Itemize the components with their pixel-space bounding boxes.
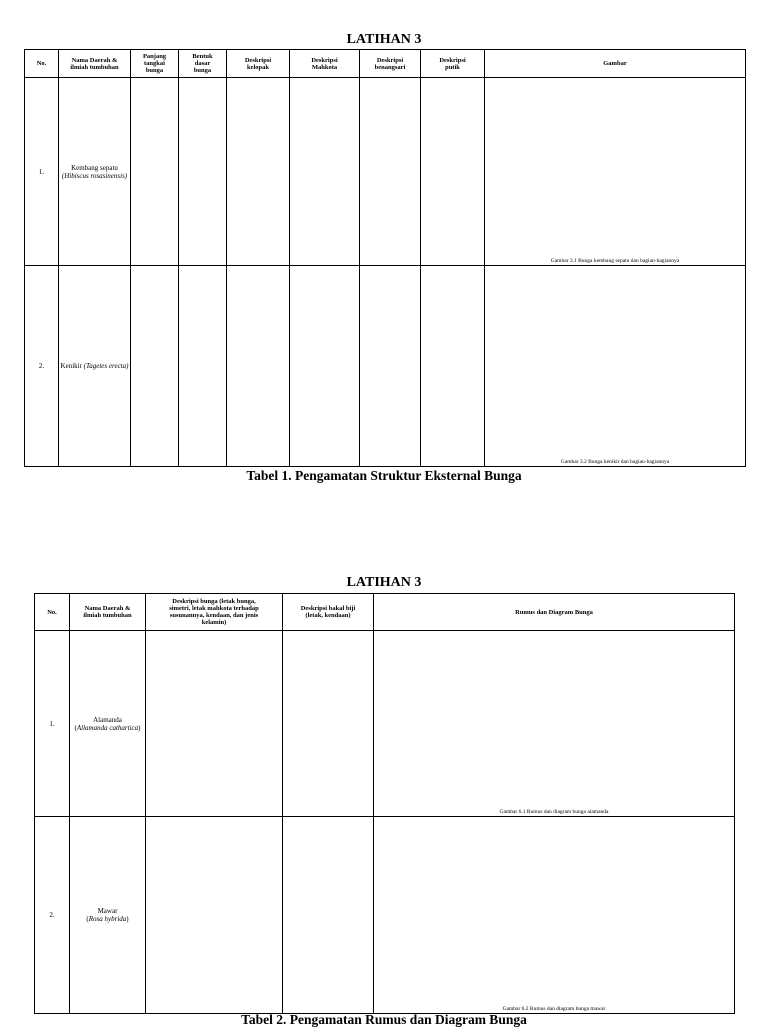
header-nama: Nama Daerah & ilmiah tumbuhan: [70, 594, 146, 631]
header-panjang-tangkai: Panjang tangkai bunga: [131, 50, 179, 78]
header-bakal-biji: Deskripsi bakal biji (letak, kendaan): [283, 594, 374, 631]
header-rumus-diagram: Rumus dan Diagram Bunga: [374, 594, 735, 631]
empty-cell: [227, 78, 290, 266]
header-bentuk-dasar: Bentuk dasar bunga: [179, 50, 227, 78]
plant-name: Mawar: [97, 907, 118, 915]
plant-name: Kenikir: [60, 362, 82, 370]
plant-scientific-name: (Hibiscus rosasinensis): [61, 171, 128, 180]
plant-scientific-name: Allamanda cathartica: [76, 723, 139, 732]
header-deskripsi-bunga: Deskripsi bunga (letak bunga, simetri, letak mahkota terhadap susunannya, kendaan, dan jenis kelamin): [146, 594, 283, 631]
empty-cell: [131, 266, 179, 467]
empty-cell: [146, 631, 283, 817]
empty-cell: [290, 78, 360, 266]
header-kelopak: Deskripsi kelopak: [227, 50, 290, 78]
table1-header-row: [25, 50, 746, 78]
table-row: [35, 817, 735, 1014]
row-number: 1.: [35, 631, 70, 817]
empty-cell: [421, 78, 485, 266]
picture-cell: [485, 78, 746, 266]
empty-cell: [179, 78, 227, 266]
table1-heading: LATIHAN 3: [346, 32, 422, 47]
plant-name-cell: Mawar (Rosa hybrida): [70, 817, 146, 1014]
header-putik: Deskripsi putik: [421, 50, 485, 78]
figure-caption: Gambar 6.1 Rumus dan diagram bunga alamanda: [499, 809, 609, 815]
empty-cell: [227, 266, 290, 467]
table2: [34, 593, 735, 1014]
table1-caption: Tabel 1. Pengamatan Struktur Eksternal Bunga: [246, 468, 522, 483]
plant-scientific-name: (Tagetes erecta): [83, 362, 129, 370]
row-number: 2.: [25, 266, 59, 467]
picture-cell: [374, 817, 735, 1014]
empty-cell: [283, 631, 374, 817]
plant-name: Alamanda: [93, 715, 122, 724]
table2-heading: LATIHAN 3: [346, 575, 422, 590]
empty-cell: [146, 817, 283, 1014]
picture-cell: [374, 631, 735, 817]
empty-cell: [283, 817, 374, 1014]
header-mahkota: Deskripsi Mahkota: [290, 50, 360, 78]
empty-cell: [179, 266, 227, 467]
table-row: [25, 78, 746, 266]
header-no: No.: [25, 50, 59, 78]
figure-caption: Gambar 3.2 Bunga kenikir dan bagian-bagiannya: [560, 459, 670, 465]
figure-caption: Gambar 6.2 Rumus dan diagram bunga mawar: [502, 1006, 606, 1012]
table-row: [25, 266, 746, 467]
empty-cell: [290, 266, 360, 467]
row-number: 2.: [35, 817, 70, 1014]
plant-name: Kembang sepatu: [71, 163, 118, 172]
figure-caption: Gambar 3.1 Bunga kembang sepatu dan bagian-bagiannya: [550, 258, 680, 264]
plant-name-cell: [59, 266, 131, 467]
plant-name-cell: Alamanda (Allamanda cathartica): [70, 631, 146, 817]
table2-header-row: [35, 594, 735, 631]
header-no: No.: [35, 594, 70, 631]
table-row: [35, 631, 735, 817]
row-number: 1.: [25, 78, 59, 266]
table2-caption: Tabel 2. Pengamatan Rumus dan Diagram Bunga: [241, 1012, 527, 1027]
table1: [24, 49, 746, 467]
header-gambar: Gambar: [485, 50, 746, 78]
empty-cell: [360, 266, 421, 467]
empty-cell: [131, 78, 179, 266]
empty-cell: [360, 78, 421, 266]
picture-cell: [485, 266, 746, 467]
plant-scientific-name: Rosa hybrida: [88, 915, 127, 923]
header-benangsari: Deskripsi benangsari: [360, 50, 421, 78]
empty-cell: [421, 266, 485, 467]
header-nama: Nama Daerah & ilmiah tumbuhan: [59, 50, 131, 78]
plant-name-cell: [59, 78, 131, 266]
